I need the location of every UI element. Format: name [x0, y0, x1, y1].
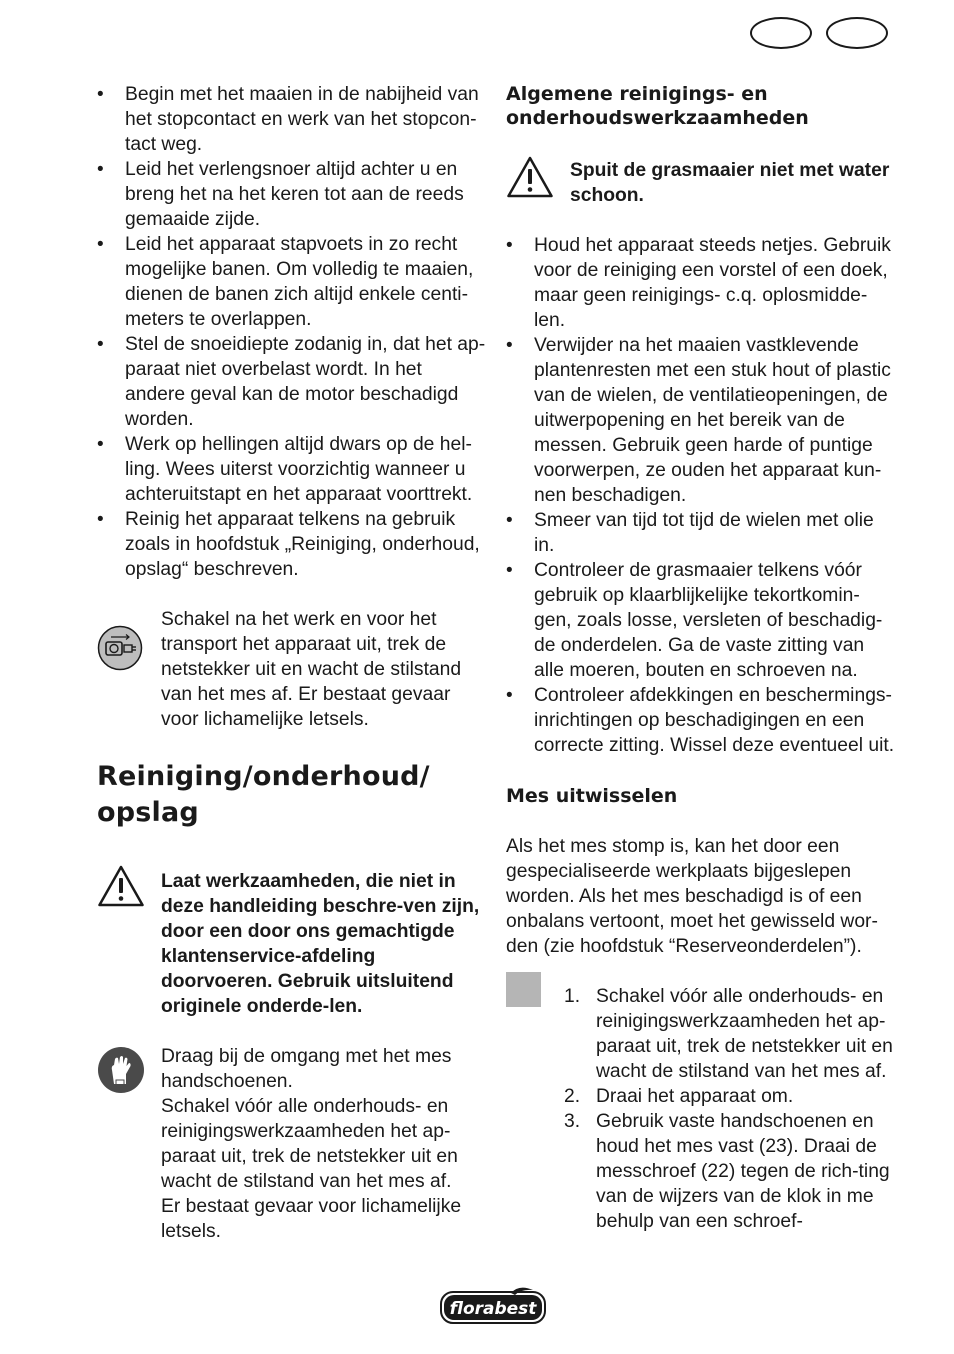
logo-text: florabest [449, 1299, 537, 1319]
list-item: • Houd het apparaat steeds netjes. Gebruik voor de reiniging een vorstel of een doek, maar geen reinigings- c.q. oplosmidde-len. [506, 233, 896, 333]
section-title-line1: Reiniging/onderhoud/ [97, 761, 430, 792]
step-number: 3. [564, 1111, 581, 1132]
left-column [97, 82, 487, 1244]
language-oval-icon [826, 17, 888, 49]
unplug-note [97, 607, 487, 732]
step-text: Draai het apparaat om. [596, 1086, 794, 1107]
list-item: • Werk op hellingen altijd dwars op de hel-ling. Wees uiterst voorzichtig wanneer u achteruitstapt en het apparaat voorttrekt. [97, 432, 487, 507]
florabest-logo [439, 1287, 547, 1325]
list-item: • Controleer afdekkingen en beschermings-inrichtingen op beschadigingen en een correcte zitting. Wissel deze eventueel uit. [506, 683, 896, 758]
warning-triangle-icon [506, 155, 554, 206]
list-item: • Leid het apparaat stapvoets in zo recht mogelijke banen. Om volledig te maaien, dienen de banen zich altijd enkele centi-meters te overlappen. [97, 232, 487, 332]
water-warning-text: Spuit de grasmaaier niet met water schoon. [570, 160, 890, 206]
right-column [506, 82, 896, 1234]
gloves-note-line1: Draag bij de omgang met het mes handschoenen. [161, 1046, 452, 1092]
gloves-note-line2: Schakel vóór alle onderhouds- en reinigingswerkzaamheden het ap-paraat uit, trek de netstekker uit en wacht de stilstand van het mes af. [161, 1096, 458, 1192]
mowing-tips-list [97, 82, 487, 582]
list-item: • Leid het verlengsnoer altijd achter u en breng het na het keren tot aan de reeds gemaaide zijde. [97, 157, 487, 232]
list-item [506, 984, 896, 1084]
warning-triangle-icon [97, 864, 145, 915]
unplug-icon [97, 625, 143, 678]
section-title [97, 759, 487, 831]
list-item: • Reinig het apparaat telkens na gebruik zoals in hoofdstuk „Reiniging, onderhoud, opslag“ beschreven. [97, 507, 487, 582]
blade-heading: Mes uitwisselen [506, 785, 678, 807]
gloves-note-line3: Er bestaat gevaar voor lichamelijke letsels. [161, 1196, 462, 1242]
cleaning-heading: Algemene reinigings- en onderhoudswerkzaamheden [506, 83, 809, 129]
step-number: 2. [564, 1086, 581, 1107]
list-item: • Smeer van tijd tot tijd de wielen met olie in. [506, 508, 896, 558]
steps-list [506, 984, 896, 1234]
list-item [506, 1084, 896, 1109]
gloves-icon [97, 1046, 145, 1101]
step-number: 1. [564, 986, 581, 1007]
water-warning [506, 158, 896, 208]
warning-note [97, 869, 487, 1019]
list-item: • Stel de snoeidiepte zodanig in, dat het ap-paraat niet overbelast wordt. In het andere geval kan de motor beschadigd worden. [97, 332, 487, 432]
blade-steps [506, 984, 896, 1234]
gloves-note [97, 1044, 487, 1244]
language-oval-icon [750, 17, 812, 49]
section-title-line2: opslag [97, 797, 199, 828]
warning-note-text: Laat werkzaamheden, die niet in deze handleiding beschre-ven zijn, door een door ons gemachtigde klantenservice-afdeling doorvoeren. Gebruik uitsluitend originele onderde-len. [161, 871, 480, 1017]
step-text: Gebruik vaste handschoenen en houd het mes vast (23). Draai de messchroef (22) tegen de rich-ting van de wijzers van de klok in me behulp van een schroef- [596, 1111, 890, 1232]
unplug-note-text: Schakel na het werk en voor het transport het apparaat uit, trek de netstekker uit en wacht de stilstand van het mes af. Er bestaat gevaar voor lichamelijke letsels. [161, 609, 462, 730]
list-item: • Begin met het maaien in de nabijheid van het stopcontact en werk van het stopcon-tact weg. [97, 82, 487, 157]
list-item: • Verwijder na het maaien vastklevende plantenresten met een stuk hout of plastic van de wielen, de ventilatieopeningen, de uitwerpopening en het bereik van de messen. Gebruik geen harde of puntige voorwerpen, ze ouden het apparaat kun-nen beschadigen. [506, 333, 896, 508]
cleaning-list [506, 233, 896, 758]
list-item [506, 1109, 896, 1234]
step-text: Schakel vóór alle onderhouds- en reinigingswerkzaamheden het ap-paraat uit, trek de netstekker uit en wacht de stilstand van het mes af. [596, 986, 893, 1082]
list-item: • Controleer de grasmaaier telkens vóór gebruik op klaarblijkelijke tekortkomin-gen, zoals losse, versleten of beschadig-de onderdelen. Ga de vaste zitting van alle moeren, bouten en schroeven na. [506, 558, 896, 683]
blade-paragraph: Als het mes stomp is, kan het door een gespecialiseerde werkplaats bijgeslepen worden. Als het mes beschadigd is of een onbalans vertoont, moet het gewisseld wor-den (zie hoofdstuk “Reserveonderdelen”). [506, 836, 878, 957]
